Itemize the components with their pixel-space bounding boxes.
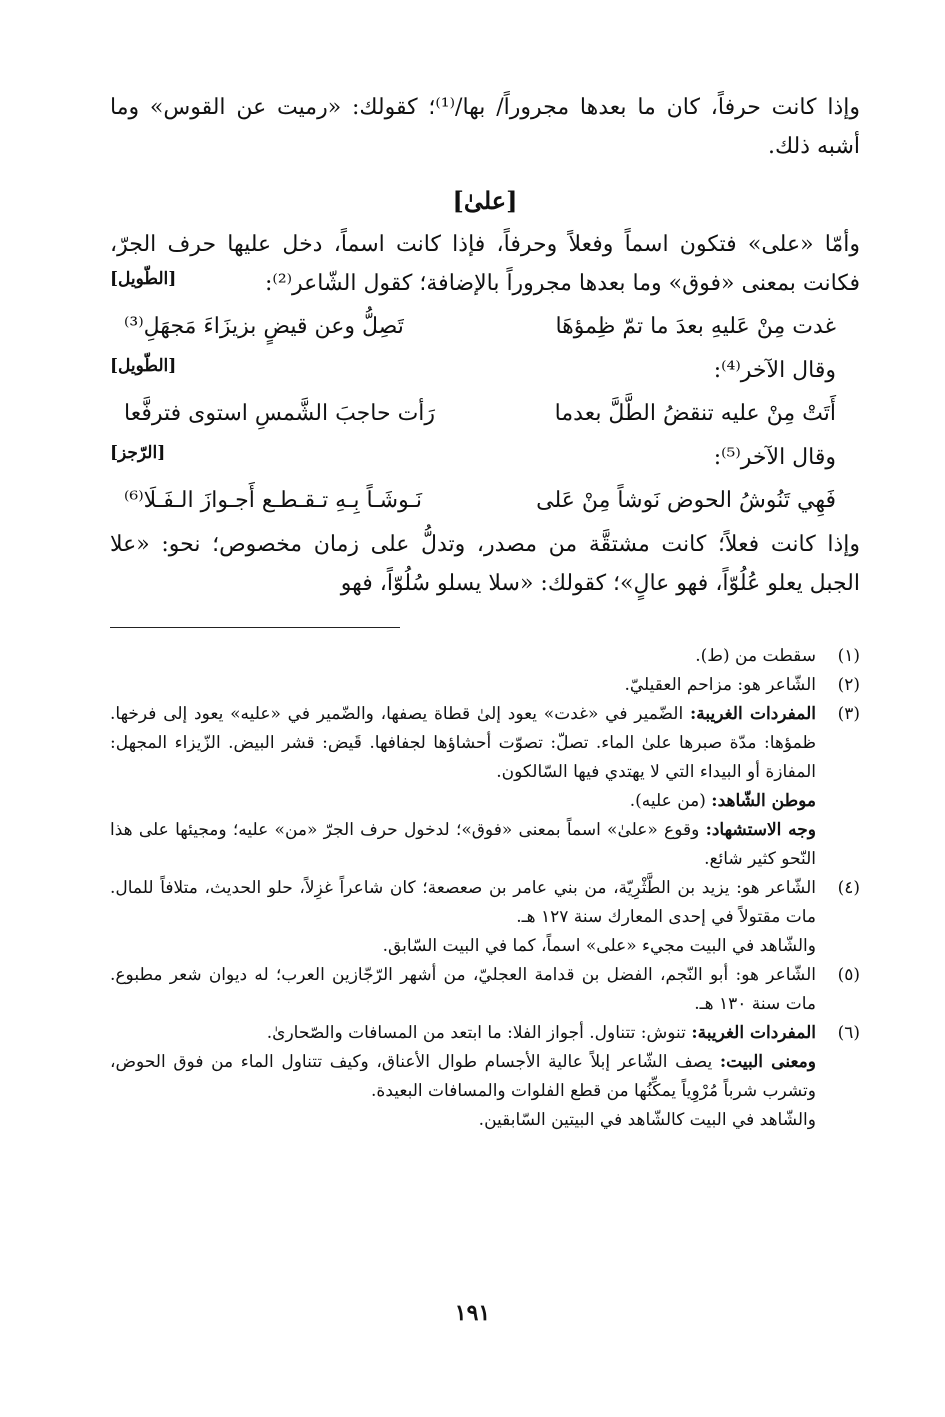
footnote-5 bbox=[110, 961, 860, 1019]
footnote-text bbox=[110, 816, 816, 874]
footnote-label: موطن الشّاهد: bbox=[711, 791, 816, 811]
meter-label-2: [الطّويل] bbox=[110, 356, 177, 376]
footnote-text bbox=[110, 1019, 816, 1048]
page-body bbox=[110, 88, 860, 1135]
paragraph-ala bbox=[110, 225, 860, 303]
poet-intro-3-text: وقال الآخر⁽⁵⁾: bbox=[713, 445, 836, 470]
verse-3-second-hemistich: نَـوشَـاً بِـهِ تـقـطـع أَجـوازَ الـفَـلَا⁽⁶⁾ bbox=[124, 488, 423, 513]
footnote-6 bbox=[110, 1019, 860, 1135]
footnote-label: ومعنى البيت: bbox=[719, 1052, 816, 1072]
footnote-text bbox=[110, 787, 816, 816]
verse-1-second-hemistich: تَصِلُّ وعن قيضٍ بزيزَاءَ مَجهَلِ⁽³⁾ bbox=[124, 314, 404, 339]
footnote-text: الشّاعر هو: أبو النّجم، الفضل بن قدامة العجليّ، من أشهر الرّجّازين العرب؛ له ديوان شعر مطبوع. مات سنة ١٣٠ هـ. bbox=[110, 965, 816, 1014]
footnote-text-body: وقوع «علىٰ» اسماً بمعنى «فوق»؛ لدخول حرف الجرّ «من» عليه؛ ومجيئها على هذا النّحو كثير شائع. bbox=[110, 820, 816, 869]
verse-2-first-hemistich: أَتَتْ مِنْ عليه تنقضُ الطَّلَّ بعدما bbox=[554, 401, 836, 426]
footnote-text bbox=[110, 1048, 816, 1106]
footnote-4 bbox=[110, 874, 860, 961]
footnote-divider bbox=[110, 627, 400, 628]
footnote-number: (٤) bbox=[837, 878, 860, 898]
footnote-text-body: (من عليه). bbox=[629, 791, 712, 811]
footnote-number: (٥) bbox=[837, 965, 860, 985]
footnote-2 bbox=[110, 671, 860, 700]
footnote-text: والشّاهد في البيت مجيء «على» اسماً، كما في البيت السّابق. bbox=[382, 936, 816, 956]
meter-label-3: [الرّجز] bbox=[110, 443, 166, 463]
verse-2 bbox=[110, 394, 860, 434]
page-number: ١٩١ bbox=[454, 1300, 491, 1326]
verse-2-second-hemistich: رَأت حاجبَ الشَّمسِ استوى فترفَّعا bbox=[124, 401, 436, 426]
footnotes bbox=[110, 642, 860, 1135]
footnote-number: (٣) bbox=[837, 704, 860, 724]
footnote-text-body: يصف الشّاعر إبلاً عالية الأجسام طوال الأعناق، وكيف تتناول الماء من فوق الحوض، وتشرب شرباً مُرْوِياً يمكِّنُها من قطع الفلوات والمسافات البعيدة. bbox=[110, 1052, 816, 1101]
poet-intro-2-text: وقال الآخر⁽⁴⁾: bbox=[713, 358, 836, 383]
footnote-number: (١) bbox=[837, 646, 860, 666]
footnote-label: المفردات الغريبة: bbox=[691, 1023, 816, 1043]
paragraph-ala-text: وأمّا «على» فتكون اسماً وفعلاً وحرفاً، فإذا كانت اسماً، دخل عليها حرف الجرّ، فكانت بمعنى «فوق» وما بعدها مجروراً بالإضافة؛ كقول الشّاعر⁽²⁾: bbox=[110, 232, 860, 296]
meter-label-1: [الطّويل] bbox=[110, 269, 177, 289]
poet-intro-3 bbox=[110, 438, 860, 477]
section-heading: [علىٰ] bbox=[452, 186, 518, 215]
footnote-text bbox=[110, 700, 816, 787]
footnote-1 bbox=[110, 642, 860, 671]
footnote-3 bbox=[110, 700, 860, 874]
footnote-label: المفردات الغريبة: bbox=[689, 704, 816, 724]
verse-1-first-hemistich: غدت مِنْ عَليهِ بعدَ ما تمّ ظِمؤهَا bbox=[555, 314, 836, 339]
verse-3 bbox=[110, 481, 860, 521]
footnote-text: الشّاعر هو: يزيد بن الطَّثْرِيّة، من بني عامر بن صعصعة؛ كان شاعراً غزِلاً، حلو الحديث، متلافاً للمال. مات مقتولاً في إحدى المعارك سنة ١٢٧ هـ. bbox=[110, 878, 816, 927]
paragraph-verb: وإذا كانت فعلاً؛ كانت مشتقَّة من مصدر، وتدلُّ على زمان مخصوص؛ نحو: «علا الجبل يعلو عُلُوّاً، فهو عالٍ»؛ كقولك: «سلا يسلو سُلُوّاً، فهو bbox=[110, 532, 860, 596]
footnote-text-body: الضّمير في «غدت» يعود إلىٰ قطاة يصفها، والضّمير في «عليه» يعود إلى فرخها. ظمؤها: مدّة صبرها علىٰ الماء. تصلّ: تصوّت أحشاؤها لجفافها. قَيض: قشر البيض. الزّيزاء المجهل: المفازة أو البيداء التي لا يهتدي فيها السّالكون. bbox=[110, 704, 816, 782]
footnote-text: والشّاهد في البيت كالشّاهد في البيتين السّابقين. bbox=[478, 1110, 816, 1130]
verse-1 bbox=[110, 307, 860, 347]
footnote-text: الشّاعر هو: مزاحم العقيليّ. bbox=[624, 675, 816, 695]
footnote-label: وجه الاستشهاد: bbox=[705, 820, 816, 840]
footnote-number: (٦) bbox=[837, 1023, 860, 1043]
footnote-text-body: تنوش: تتناول. أجواز الفلا: ما ابتعد من المسافات والصّحارىٰ. bbox=[266, 1023, 692, 1043]
paragraph-intro: وإذا كانت حرفاً، كان ما بعدها مجروراً/ بها/⁽¹⁾؛ كقولك: «رميت عن القوس» وما أشبه ذلك. bbox=[110, 95, 860, 159]
verse-3-first-hemistich: فَهِي تَنُوشُ الحوض نَوشاً مِنْ عَلى bbox=[536, 488, 836, 513]
poet-intro-2 bbox=[110, 351, 860, 390]
footnote-text: سقطت من (ط). bbox=[695, 646, 816, 666]
footnote-number: (٢) bbox=[837, 675, 860, 695]
